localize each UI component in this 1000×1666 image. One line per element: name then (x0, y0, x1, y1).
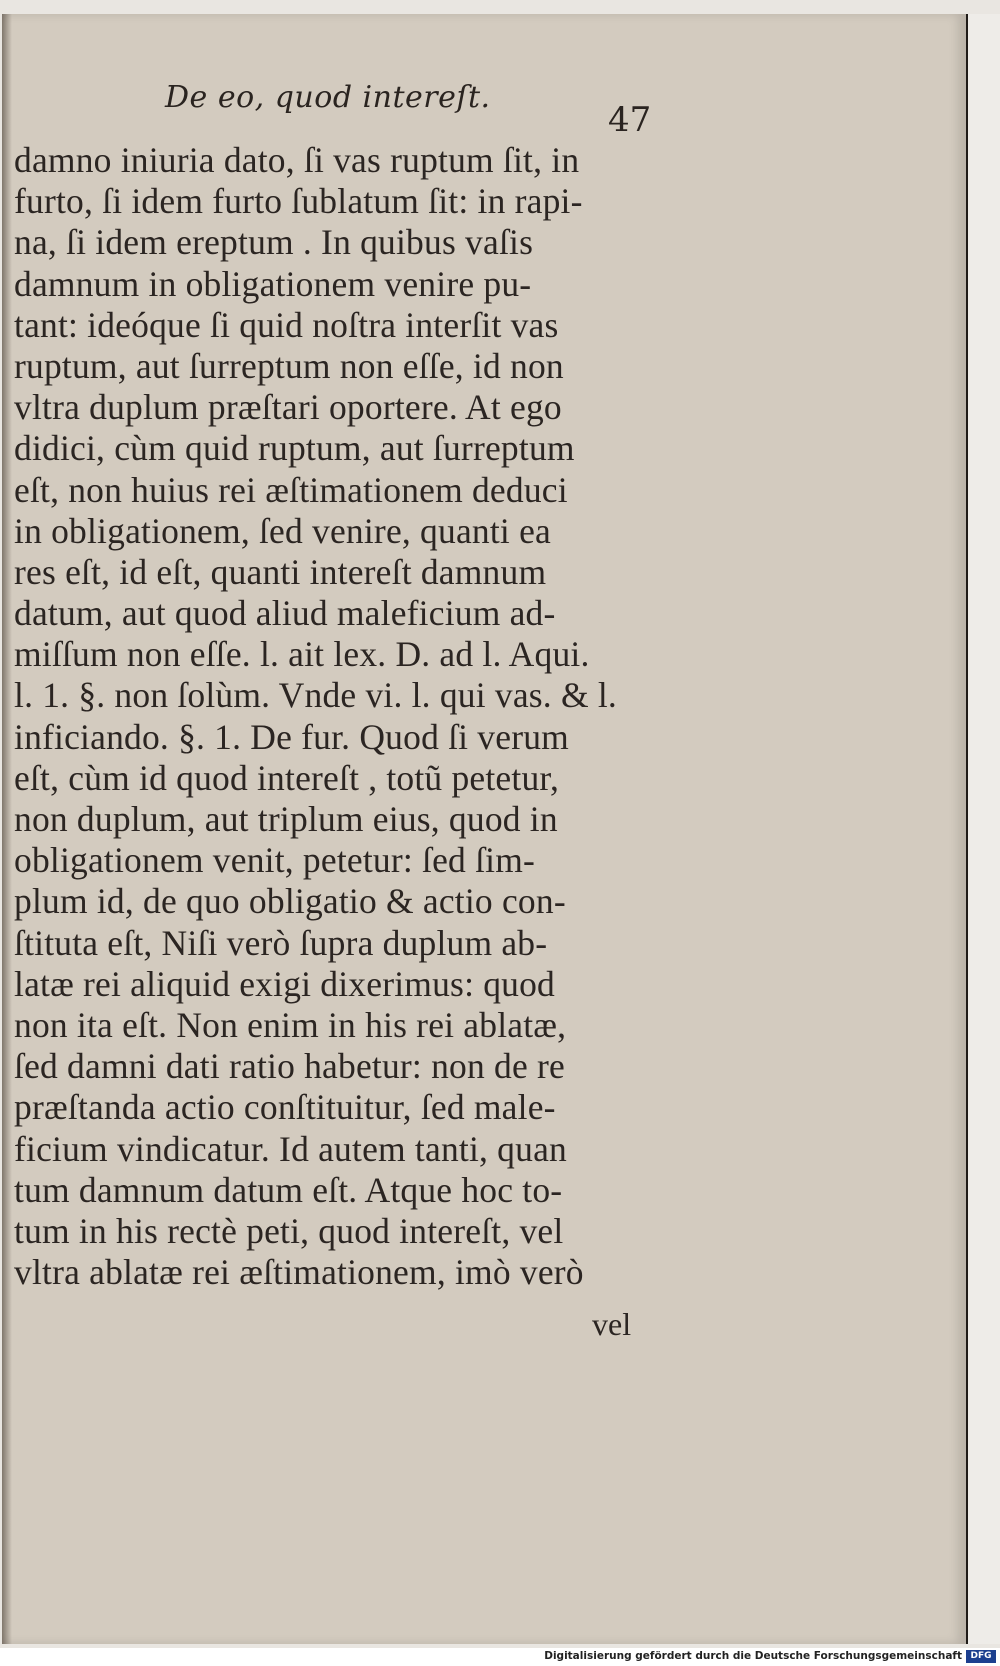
text-line: non ita eſt. Non enim in his rei ablatæ, (14, 1004, 567, 1045)
body-text (14, 140, 664, 1293)
text-line: vltra ablatæ rei æſtimationem, imò verò (14, 1252, 584, 1293)
text-line: inficiando. §. 1. De fur. Quod ſi verum (14, 716, 569, 757)
text-line: res eſt, id eſt, quanti intereſt damnum (14, 551, 547, 592)
text-line: damno iniuria dato, ſi vas ruptum ſit, in (14, 140, 580, 180)
text-line: furto, ſi idem furto ſublatum ſit: in rapi- (14, 181, 583, 222)
text-line: tum in his rectè peti, quod intereſt, vel (14, 1210, 564, 1251)
text-line: præſtanda actio conſtituitur, ſed male- (14, 1087, 556, 1128)
text-line: l. 1. §. non ſolùm. Vnde vi. l. qui vas. & l. (14, 675, 617, 716)
text-line: ſtituta eſt, Niſi verò ſupra duplum ab- (14, 922, 548, 963)
text-line: ruptum, aut ſurreptum non eſſe, id non (14, 345, 564, 386)
text-line: obligationem venit, petetur: ſed ſim- (14, 840, 536, 881)
text-line: tant: ideóque ſi quid noſtra interſit vas (14, 304, 559, 345)
page-edge (968, 14, 1000, 1644)
running-head: De eo, quod intereſt. (165, 80, 491, 115)
catchword: vel (592, 1306, 632, 1342)
text-line: plum id, de quo obligatio & actio con- (14, 881, 566, 922)
page-number: 47 (608, 100, 652, 140)
text-line: ſed damni dati ratio habetur: non de re (14, 1046, 565, 1087)
text-line: vltra duplum præſtari oportere. At ego (14, 387, 562, 428)
dfg-logo-icon: DFG (966, 1650, 996, 1663)
text-line: ficium vindicatur. Id autem tanti, quan (14, 1128, 567, 1169)
text-line: didici, cùm quid ruptum, aut ſurreptum (14, 428, 575, 469)
text-line: eſt, cùm id quod intereſt , totũ petetur, (14, 757, 560, 798)
text-line: in obligationem, ſed venire, quanti ea (14, 510, 551, 551)
text-line: eſt, non huius rei æſtimationem deduci (14, 469, 568, 510)
text-line: non duplum, aut triplum eius, quod in (14, 799, 558, 839)
text-line: tum damnum datum eſt. Atque hoc to- (14, 1169, 563, 1210)
text-line: latæ rei aliquid exigi dixerimus: quod (14, 963, 556, 1004)
footer-credit: Digitalisierung gefördert durch die Deutsche Forschungsgemeinschaft (544, 1650, 962, 1662)
text-line: damnum in obligationem venire pu- (14, 263, 532, 304)
text-line: na, ſi idem ereptum . In quibus vaſis (14, 222, 534, 263)
text-line: datum, aut quod aliud maleficium ad- (14, 593, 556, 634)
text-line: miſſum non eſſe. l. ait lex. D. ad l. Aqui. (14, 634, 590, 675)
